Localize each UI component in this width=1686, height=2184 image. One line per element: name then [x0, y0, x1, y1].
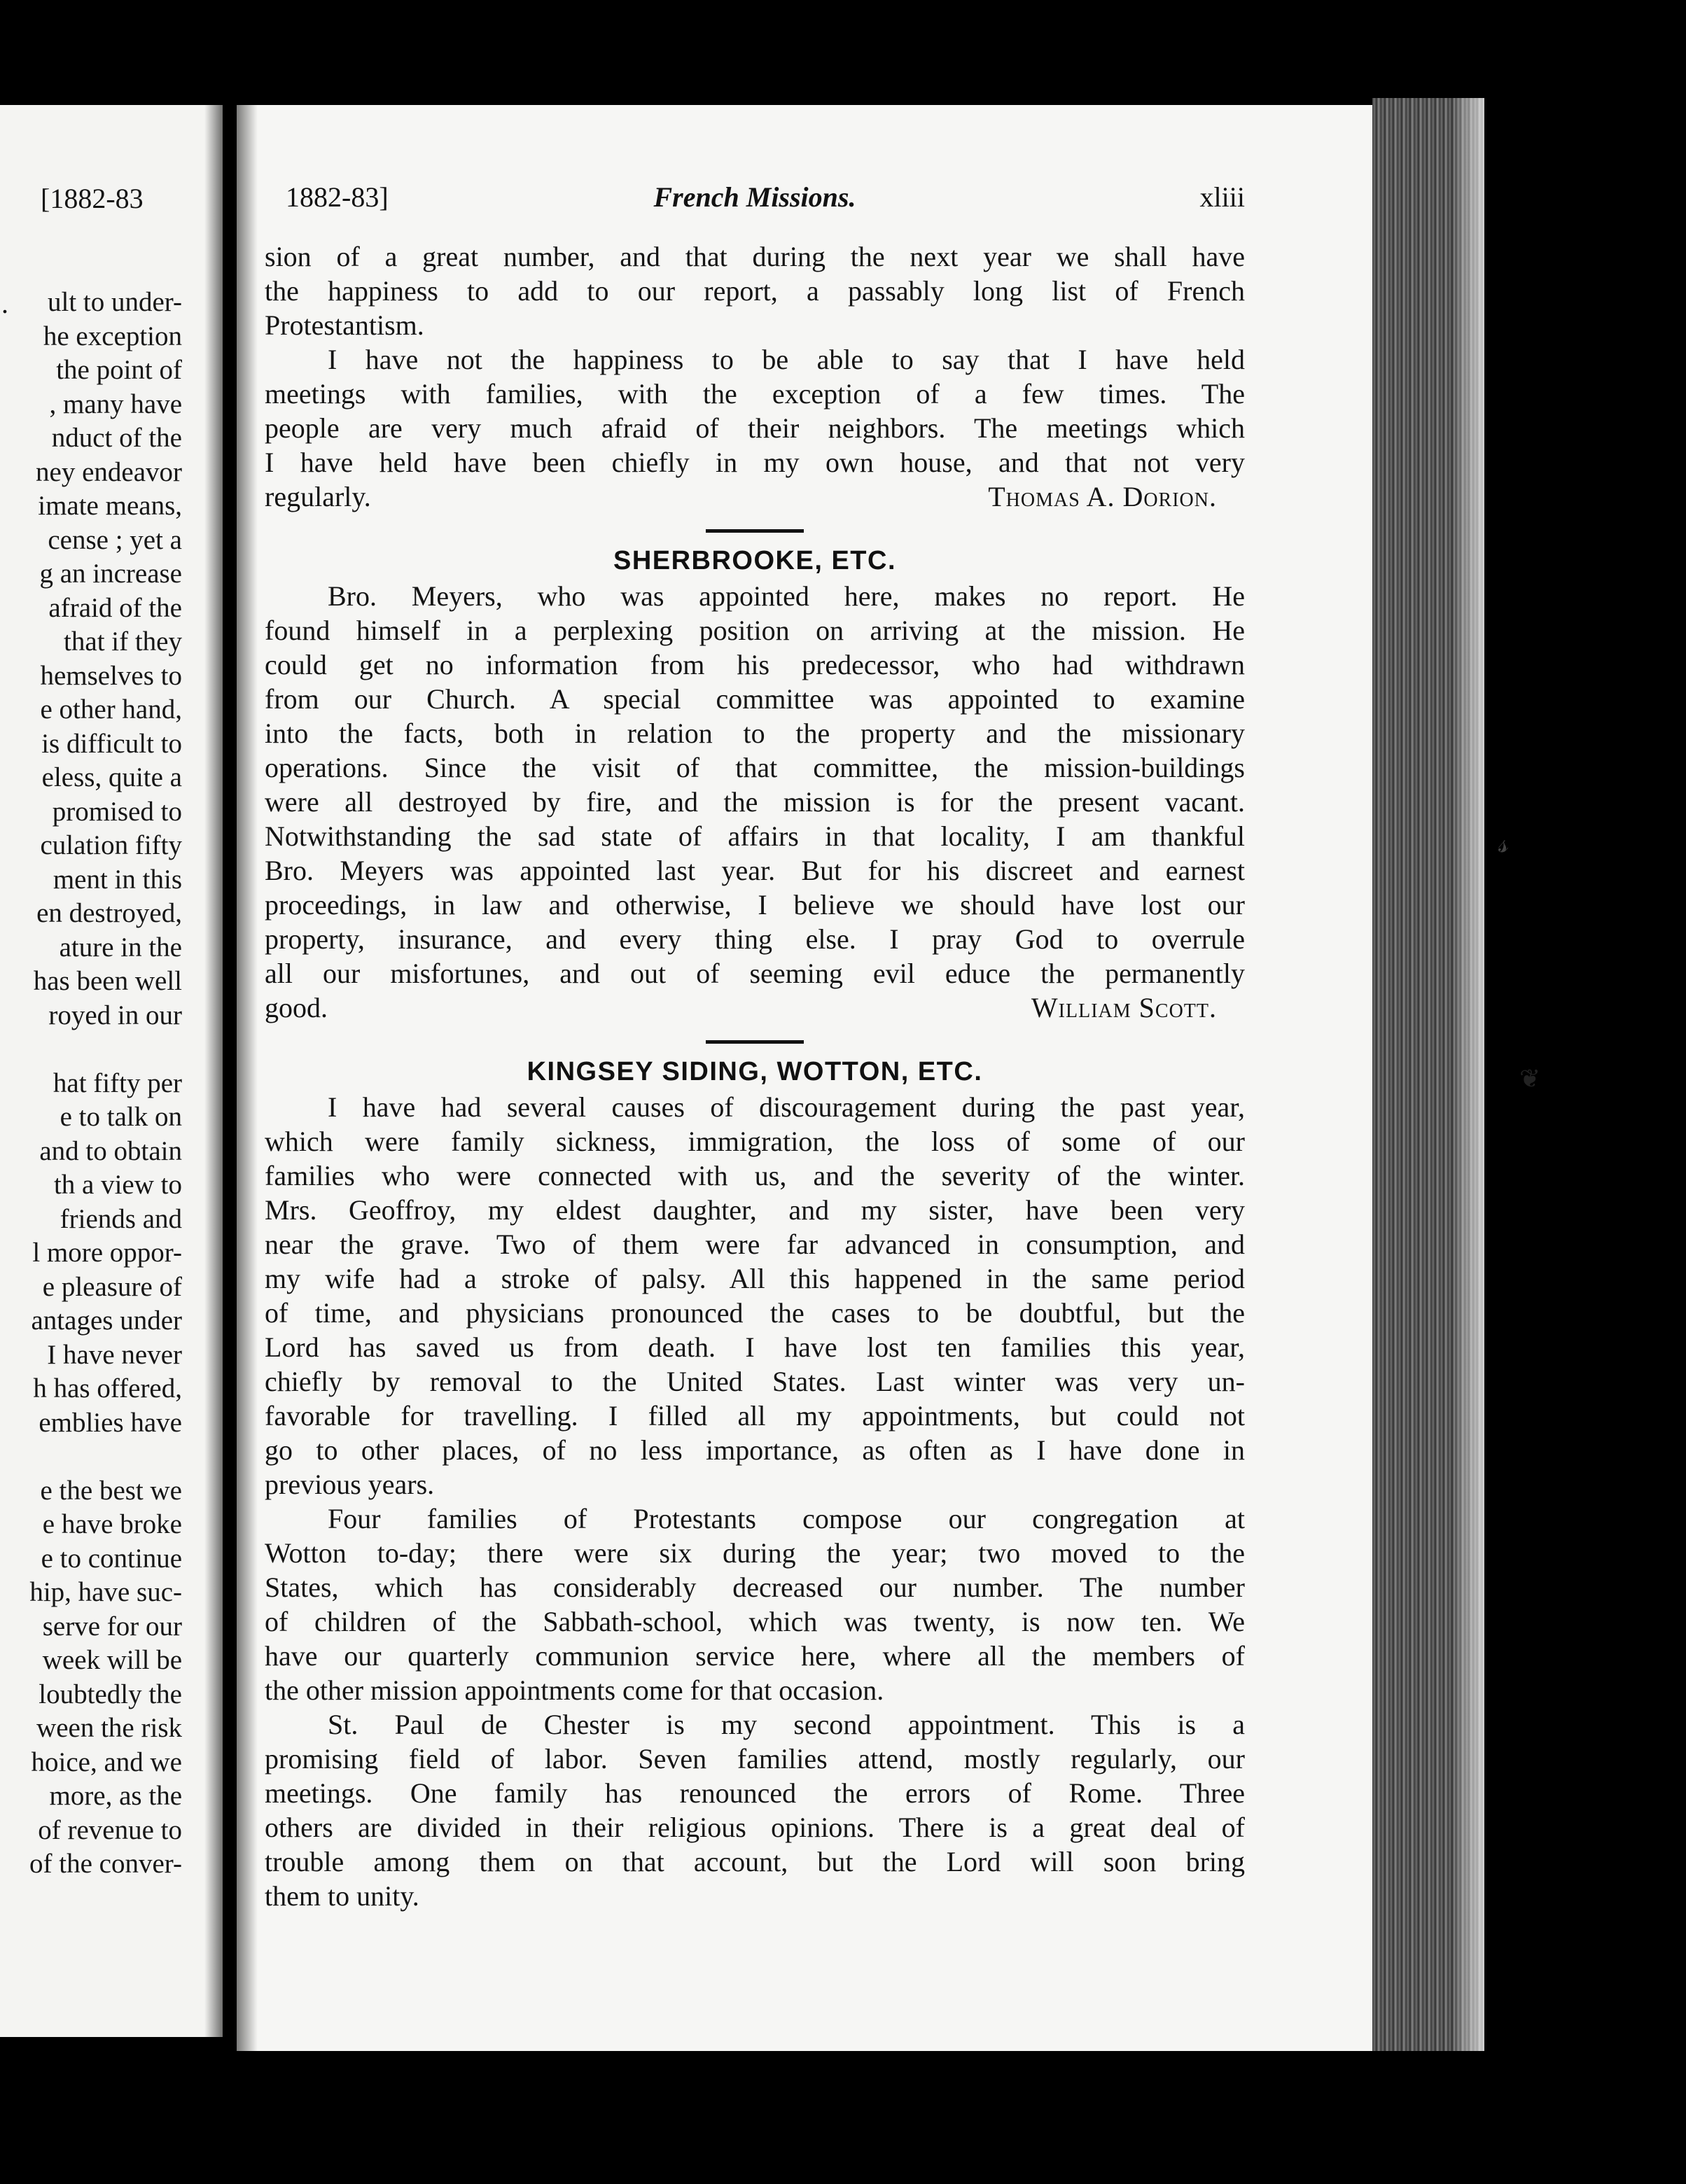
text-line: Mrs. Geoffroy, my eldest daughter, and my sister, have been very [265, 1194, 1245, 1226]
text-line: all our misfortunes, and out of seeming evil educe the permanently [265, 958, 1245, 989]
left-text-line: g an increase [39, 559, 182, 589]
text-line: property, insurance, and every thing else. I pray God to overrule [265, 923, 1245, 955]
left-text-line: e to talk on [60, 1102, 182, 1132]
text-line: Bro. Meyers was appointed last year. But for his discreet and earnest [265, 855, 1245, 886]
left-text-line: en destroyed, [36, 898, 182, 928]
text-line: meetings with families, with the exception of a few times. The [265, 378, 1245, 410]
left-text-line: that if they [64, 626, 182, 657]
line-gap [0, 1032, 182, 1067]
left-text-line: e other hand, [40, 694, 182, 724]
text-line: Four families of Protestants compose our congregation at [328, 1503, 1245, 1534]
text-line: I have not the happiness to be able to say that I have held [328, 344, 1245, 375]
left-text-line: ment in this [53, 864, 182, 895]
left-text-line: hip, have suc- [29, 1577, 182, 1607]
text-line: of children of the Sabbath-school, which was twenty, is now ten. We [265, 1606, 1245, 1637]
text-line: States, which has considerably decreased our number. The number [265, 1572, 1245, 1603]
signature-line [265, 990, 1245, 1025]
text-line: promising field of labor. Seven families attend, mostly regularly, our [265, 1743, 1245, 1774]
left-text-line: he exception [43, 321, 182, 351]
text-line: could get no information from his predecessor, who had withdrawn [265, 649, 1245, 680]
text-line: favorable for travelling. I filled all my appointments, but could not [265, 1400, 1245, 1432]
text-line: I have held have been chiefly in my own house, and that not very [265, 447, 1245, 478]
left-text-line: e the best we [40, 1475, 182, 1506]
text-line: them to unity. [265, 1880, 419, 1912]
text-line: of time, and physicians pronounced the cases to be doubtful, but the [265, 1297, 1245, 1329]
left-text-line: hemselves to [40, 660, 182, 691]
kingsey-report [265, 1090, 1245, 1913]
text-line: sion of a great number, and that during the next year we shall have [265, 241, 1245, 272]
left-text-line: afraid of the [48, 592, 182, 623]
text-line: meetings. One family has renounced the errors of Rome. Three [265, 1777, 1245, 1809]
section-heading-sherbrooke: SHERBROOKE, ETC. [613, 546, 897, 575]
signature-scott: William Scott. [1031, 992, 1217, 1023]
signature-line [265, 479, 1245, 514]
running-head-title: French Missions. [653, 181, 856, 213]
text-line: trouble among them on that account, but the Lord will soon bring [265, 1846, 1245, 1877]
text-line: Notwithstanding the sad state of affairs in that locality, I am thankful [265, 820, 1245, 852]
left-text-line: is difficult to [41, 728, 182, 759]
text-line: Protestantism. [265, 309, 424, 341]
left-text-line: friends and [60, 1203, 182, 1234]
left-text-line: e have broke [42, 1509, 182, 1539]
margin-mark: 𝓈 [1498, 827, 1509, 858]
left-text-line: cense ; yet a [48, 524, 182, 555]
text-line: go to other places, of no less importance, as often as I have done in [265, 1434, 1245, 1466]
left-text-line: of revenue to [38, 1814, 182, 1845]
left-text-line: and to obtain [39, 1135, 182, 1166]
text-line: Wotton to-day; there were six during the year; two moved to the [265, 1537, 1245, 1569]
text-line: found himself in a perplexing position on arriving at the mission. He [265, 615, 1245, 646]
left-text-line: emblies have [39, 1407, 182, 1438]
left-text-line: serve for our [42, 1611, 182, 1642]
text-line: chiefly by removal to the United States. Last winter was very un- [265, 1366, 1245, 1397]
sherbrooke-report [265, 579, 1245, 1025]
text-line: families who were connected with us, and the severity of the winter. [265, 1160, 1245, 1191]
text-line: St. Paul de Chester is my second appointment. This is a [328, 1709, 1245, 1740]
text-line: my wife had a stroke of palsy. All this happened in the same period [265, 1263, 1245, 1294]
text-line: the other mission appointments come for that occasion. [265, 1674, 884, 1706]
left-gutter-shadow [204, 105, 223, 2037]
section-rule [706, 1040, 804, 1044]
section-heading-kingsey: KINGSEY SIDING, WOTTON, ETC. [527, 1057, 983, 1086]
left-text-line: eless, quite a [41, 762, 182, 792]
text-line: from our Church. A special committee was appointed to examine [265, 683, 1245, 715]
left-page-dot: . [1, 288, 8, 319]
text-line: proceedings, in law and otherwise, I believe we should have lost our [265, 889, 1245, 920]
text-line: previous years. [265, 1469, 435, 1500]
left-text-line: e pleasure of [42, 1271, 182, 1302]
left-text-line: ature in the [59, 932, 182, 962]
left-text-line: week will be [42, 1645, 182, 1675]
left-text-line: l more oppor- [32, 1238, 182, 1268]
text-line: near the grave. Two of them were far advanced in consumption, and [265, 1228, 1245, 1260]
line-gap [0, 1440, 182, 1474]
running-head-year: 1882-83] [286, 181, 389, 213]
left-text-line: has been well [33, 966, 182, 996]
text-line: the happiness to add to our report, a passably long list of French [265, 275, 1245, 307]
text-line: people are very much afraid of their neighbors. The meetings which [265, 412, 1245, 444]
dorion-report [265, 239, 1245, 514]
left-text-line: ween the risk [36, 1713, 182, 1743]
left-text-line: , many have [49, 388, 182, 419]
book-page-edge [1372, 98, 1484, 2051]
text-line: were all destroyed by fire, and the mission is for the present vacant. [265, 786, 1245, 818]
left-text-line: antages under [31, 1306, 182, 1336]
left-text-line: I have never [47, 1339, 182, 1370]
left-text-line: royed in our [48, 1000, 182, 1030]
left-text-line: promised to [52, 796, 182, 827]
text-line: others are divided in their religious opinions. There is a great deal of [265, 1812, 1245, 1843]
page-number: xliii [1199, 181, 1245, 213]
text-line: good. [265, 992, 328, 1023]
running-head [265, 181, 1245, 220]
right-gutter-shadow [237, 105, 258, 2051]
left-page-text [0, 286, 182, 1882]
left-text-line: h has offered, [33, 1373, 182, 1404]
text-line: I have had several causes of discouragement during the past year, [328, 1091, 1245, 1123]
left-text-line: the point of [56, 355, 182, 385]
left-text-line: hat fifty per [53, 1068, 182, 1098]
section-rule [706, 529, 804, 533]
left-running-head: [1882-83 [41, 183, 144, 214]
left-text-line: ult to under- [47, 287, 182, 317]
left-page-fragment [0, 105, 223, 2037]
left-text-line: imate means, [38, 491, 182, 521]
page-body [265, 239, 1245, 1913]
text-line: Bro. Meyers, who was appointed here, makes no report. He [328, 580, 1245, 612]
left-text-line: th a view to [53, 1170, 182, 1200]
left-text-line: hoice, and we [31, 1746, 182, 1777]
left-text-line: loubtedly the [39, 1679, 182, 1709]
text-line: into the facts, both in relation to the property and the missionary [265, 718, 1245, 749]
text-line: have our quarterly communion service here, where all the members of [265, 1640, 1245, 1672]
text-line: Lord has saved us from death. I have lost ten families this year, [265, 1331, 1245, 1363]
left-text-line: culation fifty [40, 830, 182, 860]
left-text-line: e to continue [41, 1543, 182, 1574]
right-page [237, 105, 1378, 2051]
left-text-line: more, as the [49, 1781, 182, 1811]
margin-speck: ❦ [1519, 1065, 1541, 1093]
left-text-line: nduct of the [51, 423, 182, 453]
signature-dorion: Thomas A. Dorion. [988, 481, 1217, 512]
text-line: which were family sickness, immigration, the loss of some of our [265, 1126, 1245, 1157]
left-text-line: of the conver- [29, 1849, 182, 1879]
text-line: regularly. [265, 481, 371, 512]
text-line: operations. Since the visit of that committee, the mission-buildings [265, 752, 1245, 783]
left-text-line: ney endeavor [36, 456, 182, 487]
